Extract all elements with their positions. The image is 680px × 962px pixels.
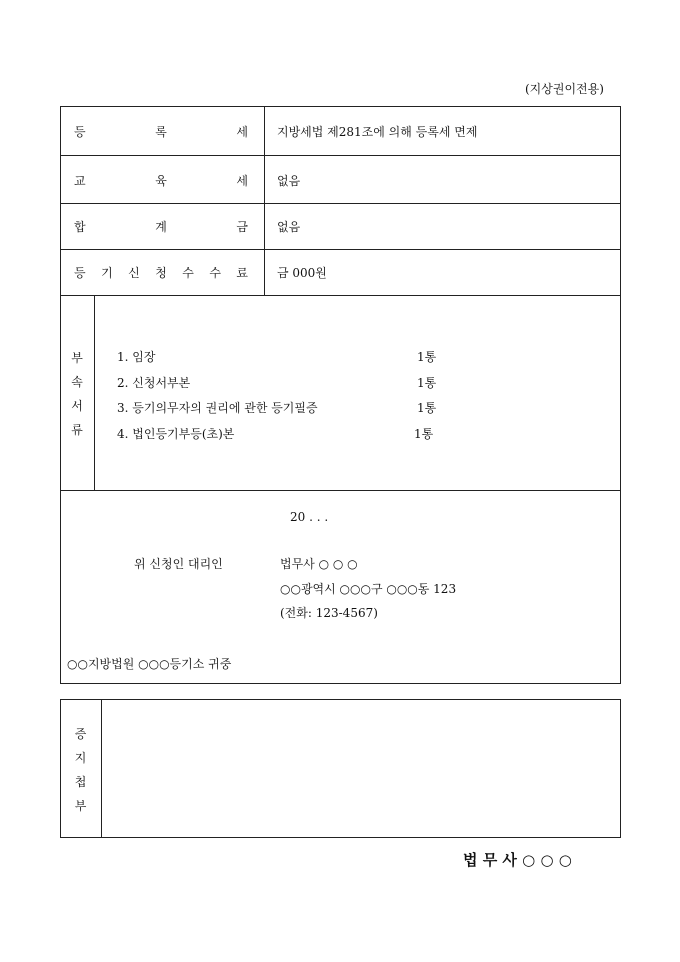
agent-label: 위 신청인 대리인 bbox=[134, 557, 223, 571]
divider bbox=[101, 699, 102, 838]
fee-value-filing-fee: 금 000원 bbox=[277, 266, 327, 280]
agent-phone: (전화: 123-4567) bbox=[280, 606, 378, 620]
application-date: 20 . . . bbox=[290, 510, 329, 524]
attachments-label: 부 속 서 류 bbox=[71, 351, 83, 437]
fee-label-filing-fee: 등 기 신 청 수 수 료 bbox=[74, 266, 248, 280]
attachment-item-name: 2. 신청서부본 bbox=[117, 376, 191, 390]
recipient-court: ○○지방법원 ○○○등기소 귀중 bbox=[67, 657, 232, 671]
attachment-item-count: 1통 bbox=[417, 401, 437, 415]
signature: 법 무 사 ○ ○ ○ bbox=[463, 851, 572, 869]
attachment-item-count: 1통 bbox=[417, 376, 437, 390]
attachment-item-name: 4. 법인등기부등(초)본 bbox=[117, 427, 235, 441]
attachment-item-name: 3. 등기의무자의 권리에 관한 등기필증 bbox=[117, 401, 318, 415]
divider bbox=[264, 106, 265, 295]
divider bbox=[60, 295, 621, 296]
divider bbox=[94, 295, 95, 490]
divider bbox=[60, 249, 621, 250]
agent-name: 법무사 ○ ○ ○ bbox=[280, 557, 358, 571]
fee-label-registration-tax: 등 록 세 bbox=[74, 125, 248, 139]
attachment-item-count: 1통 bbox=[414, 427, 434, 441]
divider bbox=[60, 203, 621, 204]
agent-address: ○○광역시 ○○○구 ○○○동 123 bbox=[280, 582, 457, 596]
fee-label-total: 합 계 금 bbox=[74, 220, 248, 234]
stamp-label: 증 지 첩 부 bbox=[74, 727, 87, 813]
attachment-item-count: 1통 bbox=[417, 350, 437, 364]
fee-label-education-tax: 교 육 세 bbox=[74, 174, 248, 188]
fee-value-registration-tax: 지방세법 제281조에 의해 등록세 면제 bbox=[277, 125, 478, 139]
divider bbox=[60, 155, 621, 156]
stamp-attachment-box bbox=[60, 699, 621, 838]
fee-value-education-tax: 없음 bbox=[277, 174, 301, 188]
attachment-item-name: 1. 임장 bbox=[117, 350, 156, 364]
application-form bbox=[60, 106, 621, 684]
fee-value-total: 없음 bbox=[277, 220, 301, 234]
divider bbox=[60, 490, 621, 491]
form-type-label: (지상권이전용) bbox=[525, 82, 604, 96]
